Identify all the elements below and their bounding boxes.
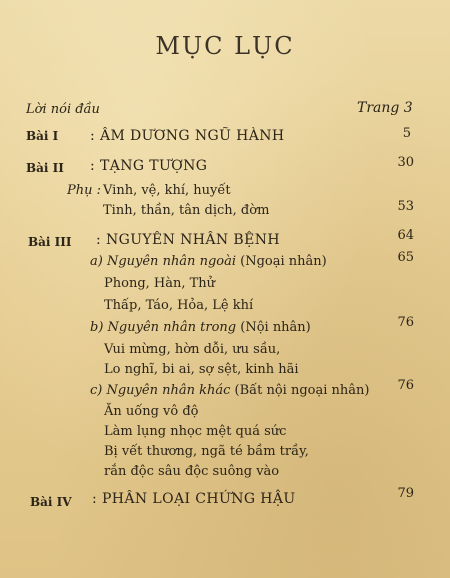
lesson-2-sub-page: 53: [397, 199, 414, 214]
lesson-1-title: : ÂM DƯƠNG NGŨ HÀNH: [90, 128, 285, 144]
section-b-heading-italic: b) Nguyên nhân trong: [90, 320, 237, 335]
section-c-line-3: Bị vết thương, ngã té bầm trầy,: [104, 444, 309, 459]
section-a-line-2: Thấp, Táo, Hỏa, Lệ khí: [104, 298, 254, 313]
lesson-3-page: 64: [397, 228, 414, 243]
section-c-heading-italic: c) Nguyên nhân khác: [90, 383, 231, 398]
lesson-3-label: Bài III: [28, 235, 72, 249]
section-a-line-1: Phong, Hàn, Thử: [104, 276, 216, 291]
section-c-page: 76: [397, 378, 414, 393]
lesson-2-title: : TẠNG TƯỢNG: [90, 158, 208, 174]
section-a-heading: [90, 254, 327, 269]
lesson-1-label: Bài I: [26, 129, 59, 143]
lesson-2-sub-label: Phụ :: [67, 183, 102, 198]
section-c-line-4: rắn độc sâu độc suông vào: [104, 464, 280, 479]
section-a-heading-rest: (Ngoại nhân): [240, 254, 327, 269]
section-b-line-2: Lo nghĩ, bi ai, sợ sệt, kinh hãi: [104, 362, 299, 377]
section-c-line-1: Ăn uống vô độ: [104, 404, 199, 419]
section-a-heading-italic: a) Nguyên nhân ngoài: [90, 254, 236, 269]
section-c-line-2: Làm lụng nhọc mệt quá sức: [104, 424, 287, 439]
section-a-page: 65: [397, 250, 414, 265]
intro-label: Lời nói đầu: [26, 102, 100, 117]
section-c-heading-rest: (Bất nội ngoại nhân): [234, 383, 370, 398]
section-b-page: 76: [397, 315, 414, 330]
lesson-4-label: Bài IV: [30, 495, 72, 509]
lesson-4-page: 79: [397, 486, 414, 501]
intro-page: Trang 3: [357, 100, 413, 116]
lesson-3-title: : NGUYÊN NHÂN BỆNH: [96, 232, 280, 248]
section-b-line-1: Vui mừng, hờn dỗi, ưu sầu,: [104, 342, 281, 357]
section-b-heading-rest: (Nội nhân): [240, 320, 311, 335]
lesson-2-sub-line-1: Vinh, vệ, khí, huyết: [103, 183, 231, 198]
lesson-2-label: Bài II: [26, 161, 64, 175]
lesson-4-title: : PHÂN LOẠI CHỨNG HẬU: [92, 491, 296, 507]
lesson-1-page: 5: [402, 126, 411, 141]
section-b-heading: [90, 320, 311, 335]
page-title: MỤC LỤC: [155, 32, 295, 60]
lesson-2-sub-line-2: Tinh, thần, tân dịch, đờm: [103, 203, 270, 218]
lesson-2-page: 30: [397, 155, 414, 170]
section-c-heading: [90, 383, 369, 398]
